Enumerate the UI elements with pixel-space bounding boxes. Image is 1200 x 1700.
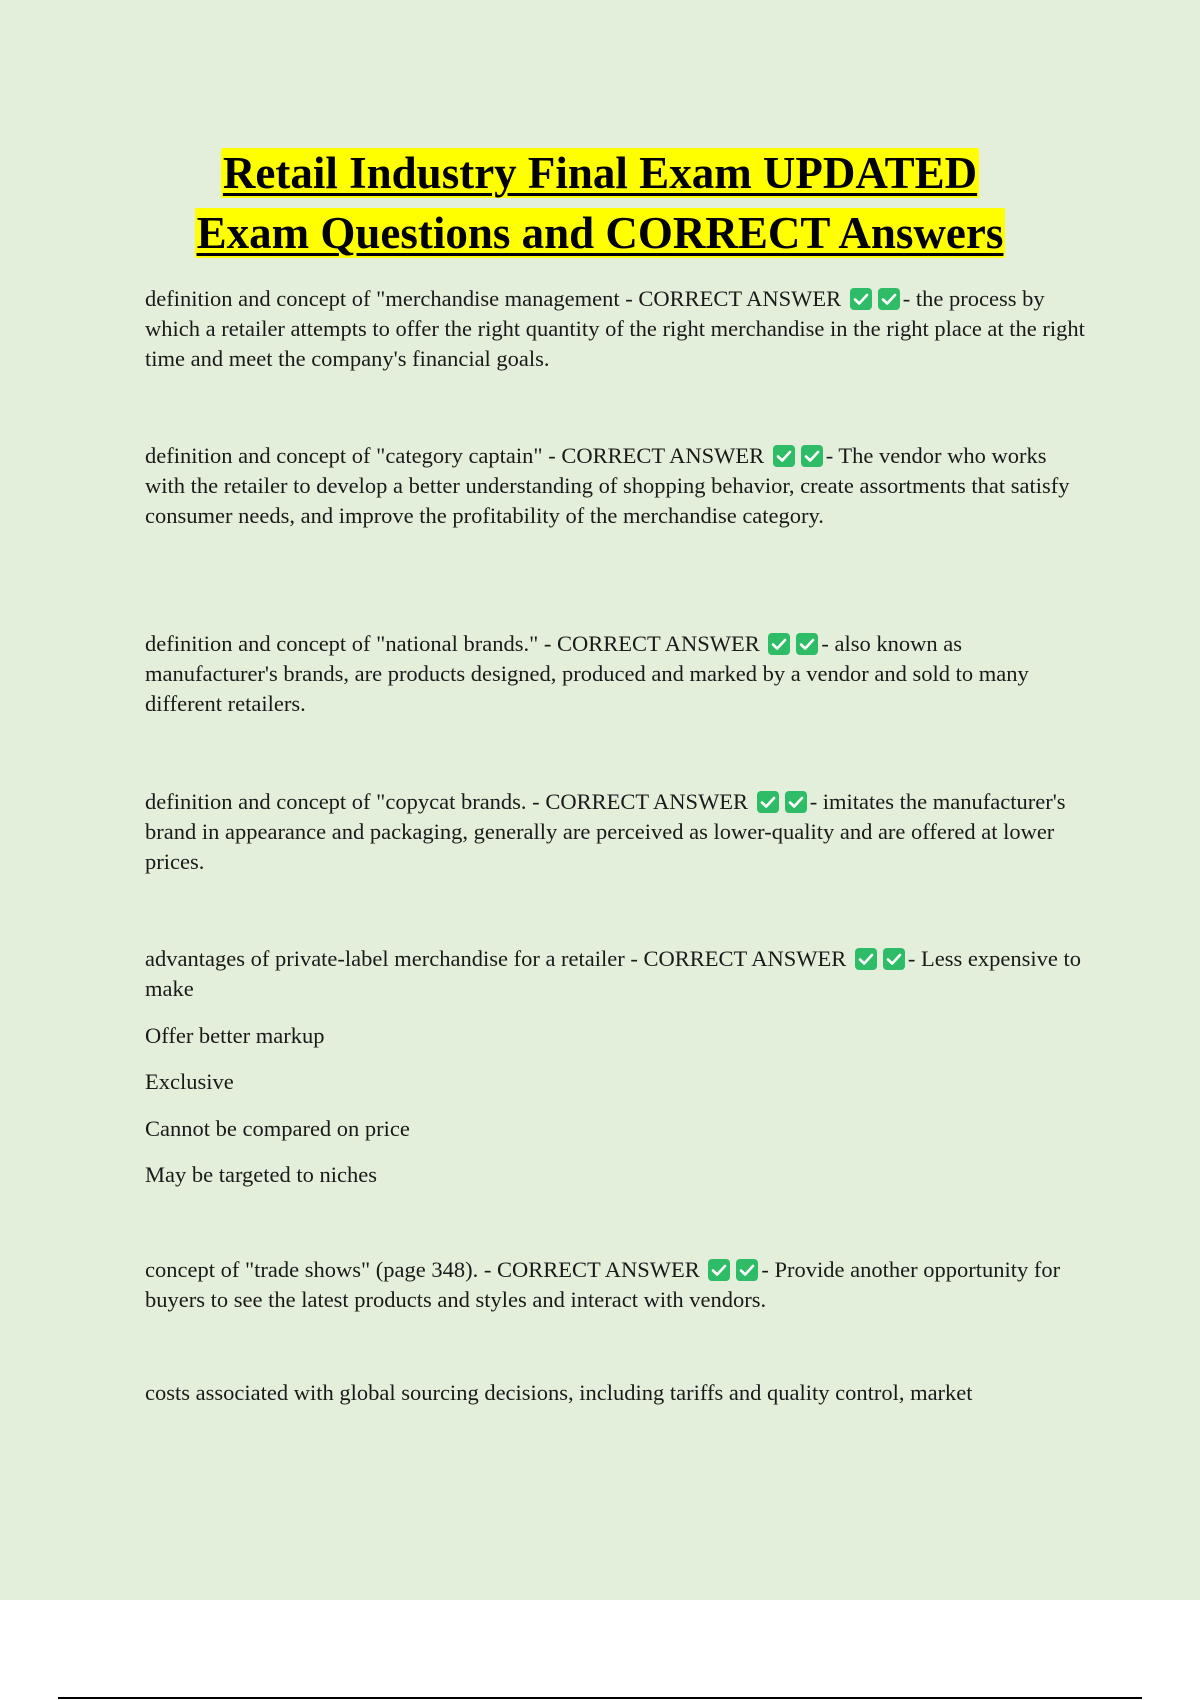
qa-entry — [145, 1378, 1090, 1408]
answer-marker: CORRECT ANSWER — [497, 1257, 700, 1282]
question-text: costs associated with global sourcing decisions, including tariffs and quality control, market — [145, 1380, 973, 1405]
answer-marker: CORRECT ANSWER — [557, 631, 760, 656]
list-item: May be targeted to niches — [145, 1162, 378, 1187]
question-text: definition and concept of "copycat brands. - — [145, 789, 546, 814]
qa-entry — [145, 629, 1090, 719]
check-mark-icon — [785, 791, 807, 813]
check-mark-icon — [773, 445, 795, 467]
question-text: definition and concept of "merchandise management - — [145, 286, 639, 311]
document-title — [0, 143, 1200, 263]
footer-divider — [58, 1697, 1142, 1699]
check-mark-icon — [757, 791, 779, 813]
question-text: definition and concept of "national brands." - — [145, 631, 557, 656]
answer-marker: CORRECT ANSWER — [545, 789, 749, 814]
check-mark-icon — [855, 948, 877, 970]
check-mark-icon — [883, 948, 905, 970]
title-line-1: Retail Industry Final Exam UPDATED — [222, 148, 978, 198]
check-mark-icon — [878, 288, 900, 310]
question-text: concept of "trade shows" (page 348). - — [145, 1257, 498, 1282]
qa-entry — [145, 284, 1090, 374]
check-mark-icon — [850, 288, 872, 310]
qa-entry — [145, 944, 1090, 1004]
check-mark-icon — [708, 1259, 730, 1281]
answer-text: - the process by which a retailer attempts to offer the right quantity of the right merchandise in the right place at the right time and meet the company's financial goals. — [145, 286, 1085, 371]
answer-text: - Provide another opportunity for buyers to see the latest products and styles and interact with vendors. — [145, 1257, 1061, 1312]
answer-text: - also known as manufacturer's brands, are products designed, produced and marked by a vendor and sold to many different retailers. — [145, 631, 1029, 716]
answer-text: - The vendor who works with the retailer to develop a better understanding of shopping behavior, create assortments that satisfy consumer needs, and improve the profitability of the merchandise category. — [145, 443, 1070, 528]
qa-entry — [145, 441, 1090, 531]
check-mark-icon — [796, 633, 818, 655]
answer-marker: CORRECT ANSWER — [643, 946, 847, 971]
question-text: advantages of private-label merchandise for a retailer - — [145, 946, 644, 971]
list-item: Offer better markup — [145, 1023, 325, 1048]
qa-entry — [145, 1255, 1090, 1315]
answer-marker: CORRECT ANSWER — [638, 286, 842, 311]
title-line-2: Exam Questions and CORRECT Answers — [196, 208, 1004, 258]
answer-text: - Less expensive to make — [145, 946, 1081, 1001]
list-item: Exclusive — [145, 1069, 234, 1094]
answer-text: - imitates the manufacturer's brand in appearance and packaging, generally are perceived as lower-quality and are offered at lower prices. — [145, 789, 1066, 874]
check-mark-icon — [736, 1259, 758, 1281]
check-mark-icon — [768, 633, 790, 655]
qa-entry — [145, 787, 1090, 877]
answer-marker: CORRECT ANSWER — [561, 443, 765, 468]
check-mark-icon — [801, 445, 823, 467]
question-text: definition and concept of "category captain" - — [145, 443, 562, 468]
list-item: Cannot be compared on price — [145, 1116, 410, 1141]
